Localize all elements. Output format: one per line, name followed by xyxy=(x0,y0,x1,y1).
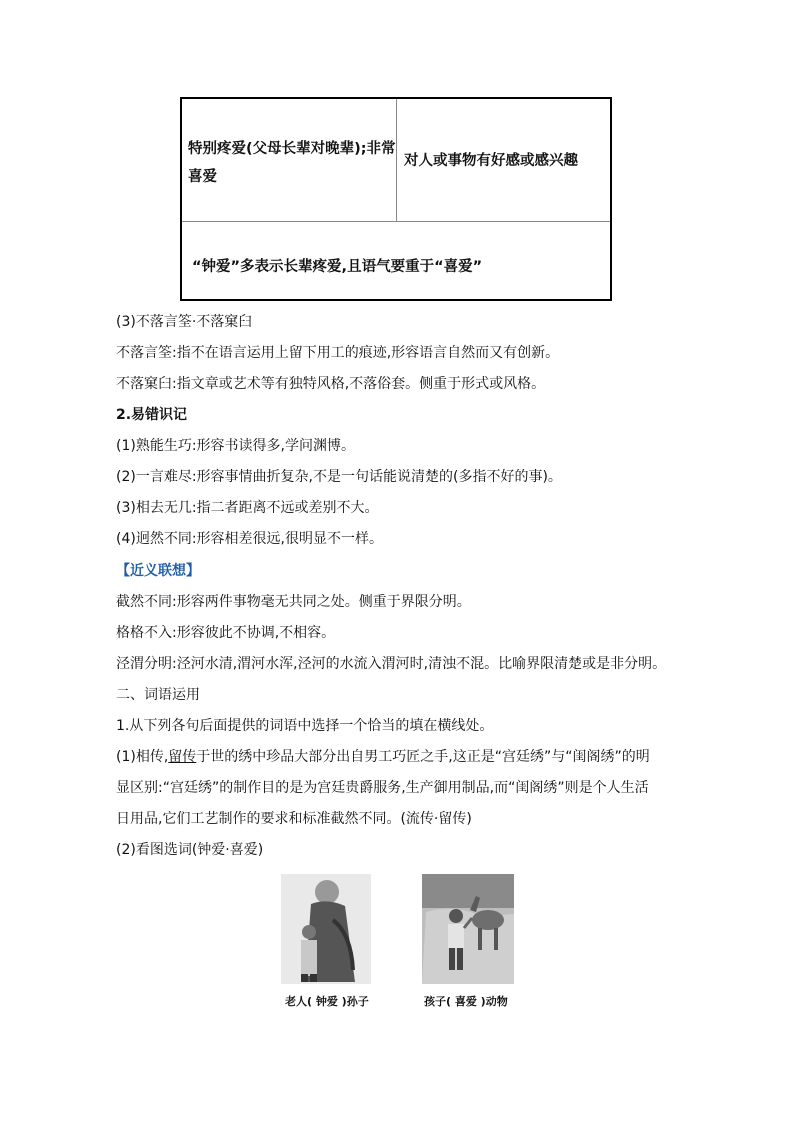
list-item: (3)相去无几:指二者距离不远或差别不大。 xyxy=(116,500,379,516)
definition-line: 格格不入:形容彼此不协调,不相容。 xyxy=(116,625,336,641)
list-item: (2)一言难尽:形容事情曲折复杂,不是一句话能说清楚的(多指不好的事)。 xyxy=(116,469,562,485)
question-line: 显区别:“宫廷绣”的制作目的是为宫廷贵爵服务,生产御用制品,而“闺阁绣”则是个人生活 xyxy=(116,780,649,796)
left-figure-caption: 老人( 钟爱 )孙子 xyxy=(285,995,369,1008)
section-heading: 2.易错识记 xyxy=(116,407,188,423)
table-cell-left xyxy=(182,99,397,221)
right-figure-caption: 孩子( 喜爱 )动物 xyxy=(424,995,508,1008)
answer-underlined: 留传 xyxy=(168,749,197,765)
table-note-text: “钟爱”多表示长辈疼爱,且语气要重于“喜爱” xyxy=(192,259,483,275)
cell-right-text: 对人或事物有好感或感兴趣 xyxy=(404,153,578,169)
cell-left-text: 特别疼爱(父母长辈对晚辈);非常喜爱 xyxy=(188,141,396,185)
definition-line: 不落窠臼:指文章或艺术等有独特风格,不落俗套。侧重于形式或风格。 xyxy=(116,376,546,392)
child-deer-illustration xyxy=(422,874,514,984)
list-item: (1)熟能生巧:形容书读得多,学问渊博。 xyxy=(116,438,355,454)
section-heading: 二、词语运用 xyxy=(116,687,200,703)
question-line: 1.从下列各句后面提供的词语中选择一个恰当的填在横线处。 xyxy=(116,718,494,734)
item-heading-3: (3)不落言筌·不落窠臼 xyxy=(116,314,253,330)
question-text: 于世的绣中珍品大部分出自男工巧匠之手,这正是“宫廷绣”与“闺阁绣”的明 xyxy=(196,749,650,765)
definition-line: 泾渭分明:泾河水清,渭河水浑,泾河的水流入渭河时,清浊不混。比喻界限清楚或是非分明。 xyxy=(116,656,667,672)
question-prefix: (1)相传, xyxy=(116,749,169,765)
definition-line: 不落言筌:指不在语言运用上留下用工的痕迹,形容语言自然而又有创新。 xyxy=(116,345,560,361)
comparison-table xyxy=(180,97,612,301)
list-item: (4)迥然不同:形容相差很远,很明显不一样。 xyxy=(116,531,383,547)
synonym-heading: 【近义联想】 xyxy=(116,563,200,579)
elder-grandchild-illustration xyxy=(281,874,371,984)
question-line: (2)看图选词(钟爱·喜爱) xyxy=(116,842,264,858)
question-line xyxy=(116,747,650,767)
definition-line: 截然不同:形容两件事物毫无共同之处。侧重于界限分明。 xyxy=(116,594,471,610)
question-line: 日用品,它们工艺制作的要求和标准截然不同。(流传·留传) xyxy=(116,811,472,827)
table-row xyxy=(182,99,610,222)
